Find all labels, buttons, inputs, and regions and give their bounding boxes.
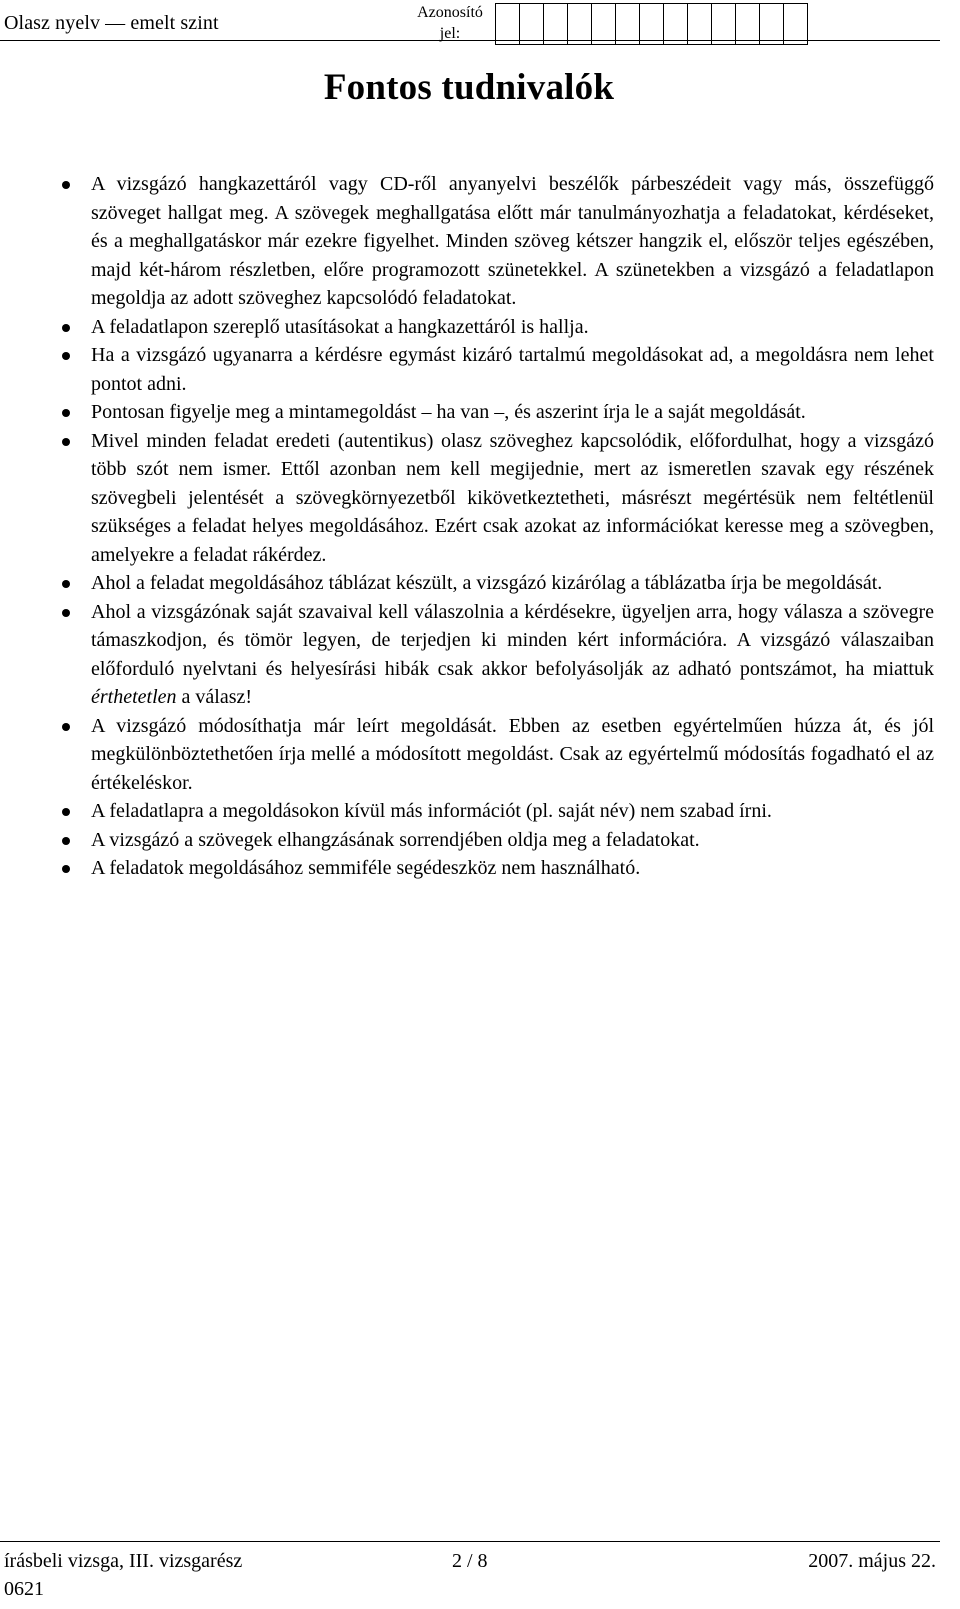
note-item (91, 854, 934, 883)
id-box[interactable] (783, 3, 808, 45)
bullet-icon (62, 352, 70, 360)
note-text: A vizsgázó hangkazettáról vagy CD-ről anyanyelvi beszélők párbeszédeit vagy más, összefüggő szöveget hallgat meg. A szövegek meghallgatása előtt már tanulmányozhatja a feladatokat, kérdéseket, és a meghallgatáskor már ezekre figyelhet. Minden szöveg kétszer hangzik el, először teljes egészében, majd két-három részletben, előre programozott szünetekkel. A szünetekben a vizsgázó a feladatlapon megoldja az adott szöveghez kapcsolódó feladatokat. (91, 173, 934, 309)
note-text: Ahol a vizsgázónak saját szavaival kell válaszolnia a kérdésekre, ügyeljen arra, hogy válasza a szövegre támaszkodjon, és tömör legyen, de terjedjen ki minden kért információra. A vizsgázó válaszaiban előforduló nyelvtani és helyesírási hibák csak akkor befolyásolják az adható pontszámot, ha miattuk (91, 600, 934, 680)
id-box[interactable] (591, 3, 616, 45)
notes-section (91, 170, 934, 883)
note-text: A vizsgázó módosíthatja már leírt megoldását. Ebben az esetben egyértelműen húzza át, és jól megkülönböztethetően írja mellé a módosított megoldást. Csak az egyértelmű módosítás fogadható el az értékeléskor. (91, 714, 934, 794)
note-item (91, 797, 934, 826)
note-emphasis: érthetetlen (91, 686, 177, 708)
id-box[interactable] (519, 3, 544, 45)
bullet-icon (62, 865, 70, 873)
bullet-icon (62, 609, 70, 617)
id-box[interactable] (711, 3, 736, 45)
note-item (91, 826, 934, 855)
page-title: Fontos tudnivalók (323, 67, 615, 108)
id-box[interactable] (687, 3, 712, 45)
id-label: Azonosító jel: (417, 4, 483, 42)
note-item (91, 398, 934, 427)
footer-divider (0, 1541, 940, 1542)
notes-list (91, 170, 934, 883)
footer-exam-part: írásbeli vizsga, III. vizsgarész (4, 1550, 243, 1572)
note-text: Ahol a feladat megoldásához táblázat készült, a vizsgázó kizárólag a táblázatba írja be megoldását. (91, 572, 883, 594)
note-item (91, 569, 934, 598)
bullet-icon (62, 808, 70, 816)
note-item (91, 598, 934, 712)
id-box[interactable] (735, 3, 760, 45)
note-text: Ha a vizsgázó ugyanarra a kérdésre egymást kizáró tartalmú megoldásokat ad, a megoldásra nem lehet pontot adni. (91, 344, 934, 395)
note-item (91, 313, 934, 342)
footer-code: 0621 (4, 1578, 44, 1600)
note-text: Mivel minden feladat eredeti (autentikus) olasz szöveghez kapcsolódik, előfordulhat, hogy a vizsgázó több szót nem ismer. Ettől azonban nem kell megijednie, mert az ismeretlen szavak egy részének szövegbeli jelentését a szövegkörnyezetből kikövetkeztetheti, másrészt megértésük nem feltétlenül szükséges a feladat helyes megoldásához. Ezért csak azokat az információkat keresse meg a szövegben, amelyekre a feladat rákérdez. (91, 429, 934, 566)
note-text-end: a válasz! (176, 686, 253, 708)
note-text: Pontosan figyelje meg a mintamegoldást – ha van –, és aszerint írja le a saját megoldását. (91, 401, 806, 423)
page-number: 2 / 8 (452, 1550, 488, 1572)
bullet-icon (62, 438, 70, 446)
header-title: Olasz nyelv — emelt szint (4, 12, 219, 34)
header-divider (0, 40, 940, 41)
note-item (91, 170, 934, 313)
note-item (91, 427, 934, 570)
id-box[interactable] (495, 3, 520, 45)
note-text: A vizsgázó a szövegek elhangzásának sorrendjében oldja meg a feladatokat. (91, 828, 700, 851)
note-item (91, 341, 934, 398)
note-item (91, 712, 934, 798)
page-header (0, 0, 960, 40)
bullet-icon (62, 580, 70, 588)
id-box[interactable] (663, 3, 688, 45)
footer-date: 2007. május 22. (808, 1550, 936, 1572)
bullet-icon (62, 181, 70, 189)
id-box[interactable] (759, 3, 784, 45)
id-box[interactable] (639, 3, 664, 45)
note-text: A feladatlapra a megoldásokon kívül más információt (pl. saját név) nem szabad írni. (91, 800, 772, 822)
bullet-icon (62, 723, 70, 731)
id-box[interactable] (567, 3, 592, 45)
id-box[interactable] (615, 3, 640, 45)
bullet-icon (62, 324, 70, 332)
note-text: A feladatok megoldásához semmiféle segédeszköz nem használható. (91, 857, 641, 879)
note-text: A feladatlapon szereplő utasításokat a hangkazettáról is hallja. (91, 315, 589, 338)
bullet-icon (62, 409, 70, 417)
id-box[interactable] (543, 3, 568, 45)
bullet-icon (62, 837, 70, 845)
